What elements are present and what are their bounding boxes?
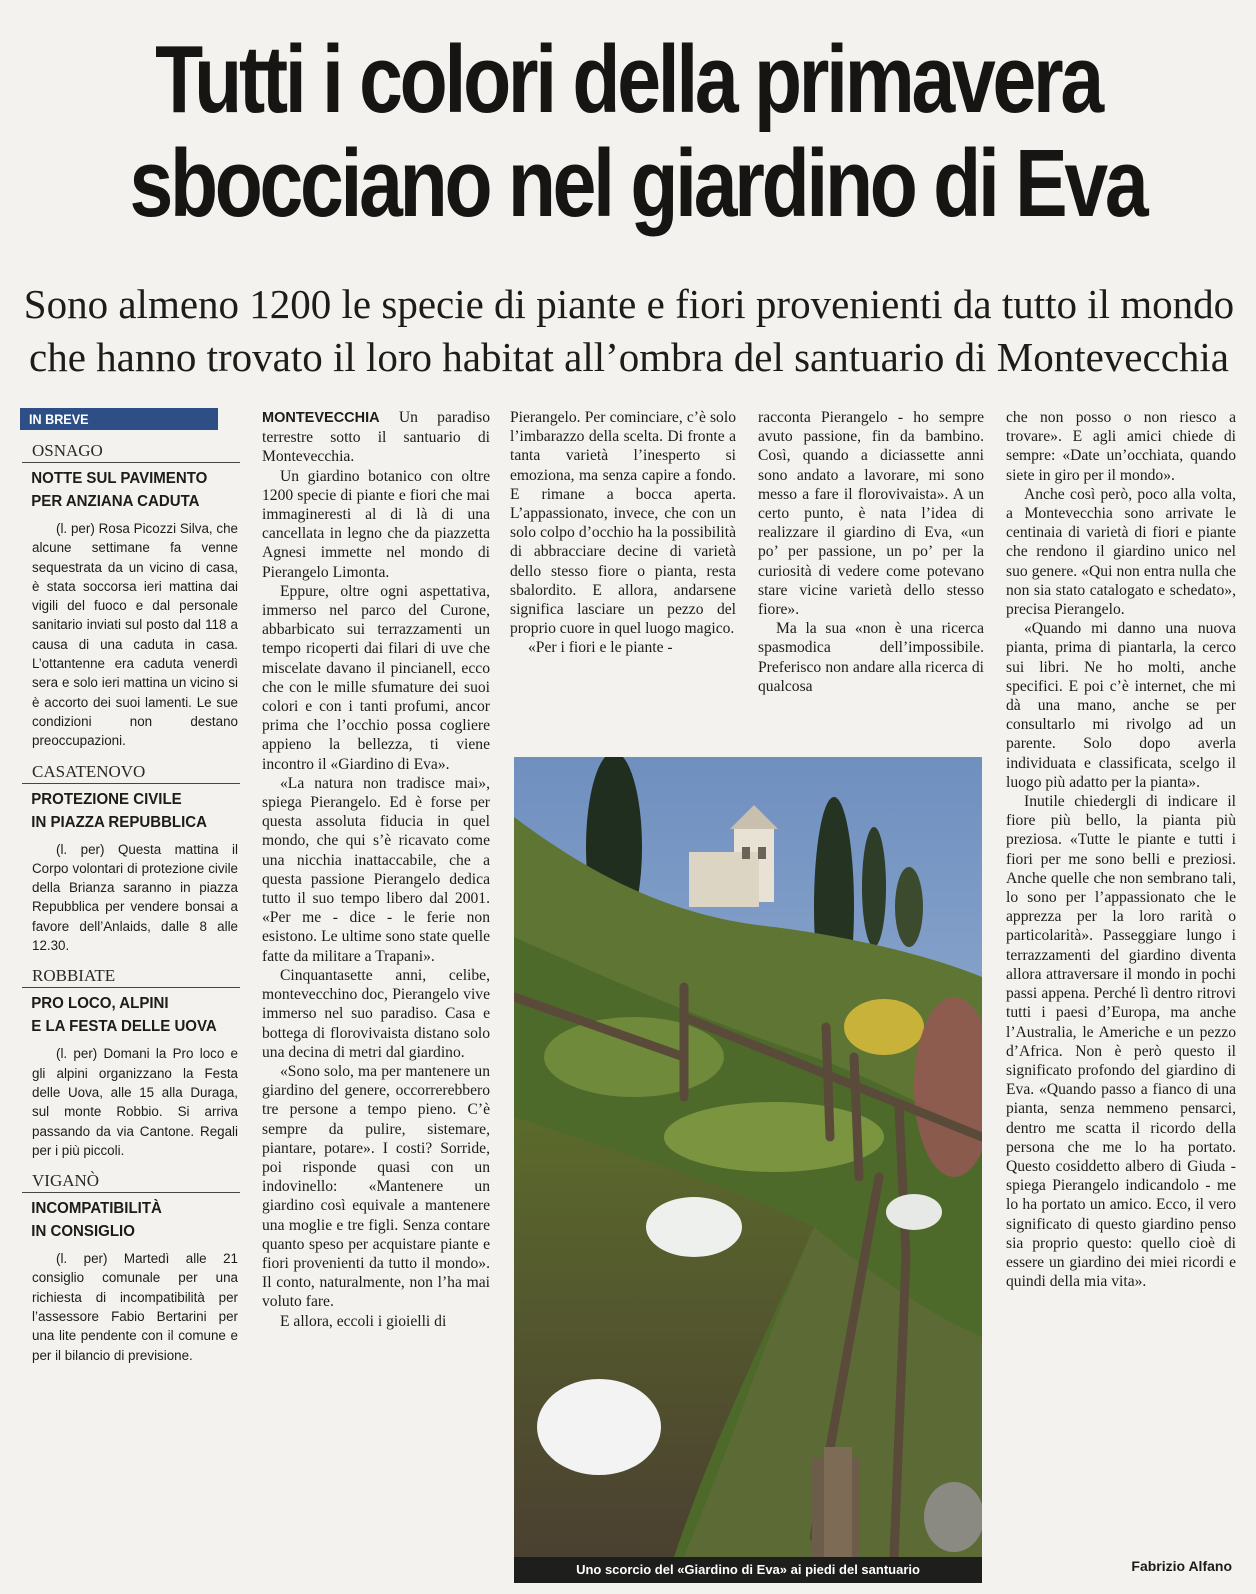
headline-line-2: sbocciano nel giardino di Eva [129, 130, 1146, 237]
brief-title-line: PROTEZIONE CIVILE [31, 790, 182, 808]
article-column-3 [758, 408, 984, 708]
brief-town: CASATENOVO [22, 761, 240, 784]
brief-title-line: PRO LOCO, ALPINI [31, 995, 169, 1013]
brief-body: (l. per) Questa mattina il Corpo volontari di protezione civile della Brianza saranno in piazza Repubblica per vendere bonsai a favore dell’Anlaids, dalle 8 alle 12.30. [32, 841, 238, 954]
article-paragraph: che non posso o non riesco a trovare». E agli amici chiede di sempre: «Date un’occhiata, quando siete in giro per il mondo». [1006, 409, 1236, 484]
article-paragraph [262, 408, 490, 467]
brief-body: (l. per) Martedì alle 21 consiglio comunale per una richiesta di incompatibilità per l’assessore Fabio Bertarini per una lite pendente con il comune e per il bilancio di previsione. [32, 1251, 238, 1363]
news-briefs-sidebar [20, 408, 240, 1578]
brief-title-line: PER ANZIANA CADUTA [31, 493, 200, 510]
brief-title [20, 1197, 227, 1243]
brief-title [20, 992, 227, 1038]
section-tag: IN BREVE [20, 408, 218, 430]
headline [129, 26, 1146, 237]
article-column-4 [1006, 408, 1236, 1558]
article-lead-text: Un paradiso terrestre sotto il santuario di Montevecchia. [262, 409, 490, 466]
brief-title-line: INCOMPATIBILITÀ [31, 1200, 162, 1218]
brief-title-line: IN PIAZZA REPUBBLICA [31, 813, 208, 831]
brief-title-line: IN CONSIGLIO [31, 1223, 135, 1241]
brief-title-line: NOTTE SUL PAVIMENTO [31, 470, 208, 487]
garden-photo [514, 757, 982, 1557]
article-paragraph: racconta Pierangelo - ho sempre avuto passione, fin da bambino. Così, quando a diciassette anni sono andato a lavorare, mi sono messo a fare il florovivaista». A un certo punto, è nata l’idea di realizzare il giardino di Eva, «un po’ per passione, un po’ per la curiosità di vedere come potevano stare vicine varietà dello stesso fiore». [758, 409, 984, 619]
brief-body: (l. per) Rosa Picozzi Silva, che alcune settimane fa venne sequestrata da un vicino di casa, è stata soccorsa ieri mattina dai vigili del fuoco e dal personale sanitario inviati sul posto dal 118 a causa di una caduta in casa. L’ottantenne era caduta venerdì sera e solo ieri mattina un vicino si è accorto dei suoi lamenti. Le sue condizioni non destano preoccupazioni. [32, 521, 238, 749]
brief-body: (l. per) Domani la Pro loco e gli alpini organizzano la Festa delle Uova, alle 15 alla Duraga, sul monte Robbio. Si arriva passando da via Cantone. Regali per i più piccoli. [32, 1046, 238, 1158]
article-paragraph: Ma la sua «non è una ricerca spasmodica dell’impossibile. Preferisco non andare alla ricerca di qualcosa [758, 620, 984, 695]
subheadline-line-2: che hanno trovato il loro habitat all’ombra del santuario di Montevecchia [29, 334, 1229, 380]
brief-item [20, 1170, 240, 1365]
article-column-2 [510, 408, 736, 708]
article-paragraph: «Per i fiori e le piante - [528, 639, 673, 657]
dateline: MONTEVECCHIA [262, 410, 380, 426]
brief-item [20, 440, 240, 751]
brief-town: ROBBIATE [22, 965, 240, 988]
article-paragraph: «Sono solo, ma per mantenere un giardino del genere, occorrerebbero tre persone a tempo pieno. C’è sempre da pulire, sistemare, piantare, potare». I costi? Sorride, poi risponde quasi con un indovinello: «Mantenere un giardino così equivale a mantenere una moglie e tre figli. Senza contare quanto speso per acquistare piante e fiori provenienti da tutto il mondo». Il conto, naturalmente, non l’ha mai voluto fare. [262, 1062, 490, 1311]
article-paragraph: Anche così però, poco alla volta, a Montevecchia sono arrivate le centinaia di varietà di fiori e piante che rendono il giardino unico nel suo genere. «Qui non entra nulla che non sia stato catalogato e schedato», precisa Pierangelo. [1006, 485, 1236, 619]
article-paragraph: Eppure, oltre ogni aspettativa, immerso nel parco del Curone, abbarbicato sui terrazzamenti un tempo ricoperti dai filari di uve che miscelate davano il pincianell, ecco che con le mille sfumature dei suoi colori e con i tanti profumi, ancor prima che l’occhio possa cogliere appieno la bellezza, ti viene incontro il «Giardino di Eva». [262, 582, 490, 773]
article-paragraph: Cinquantasette anni, celibe, montevecchino doc, Pierangelo vive immerso nel suo paradiso. Casa e bottega di florovivaista distano solo una decina di metri dal giardino. [262, 966, 490, 1061]
photo-caption: Uno scorcio del «Giardino di Eva» ai piedi del santuario [514, 1557, 982, 1583]
headline-line-1: Tutti i colori della primavera [155, 26, 1101, 133]
brief-title-line: E LA FESTA DELLE UOVA [31, 1018, 217, 1036]
brief-title [20, 788, 227, 834]
article-paragraph: Un giardino botanico con oltre 1200 specie di piante e fiori che mai immagineresti al di là di una cancellata in legno che da piazzetta Agnesi immette nel mondo di Pierangelo Limonta. [262, 467, 490, 581]
brief-item [20, 965, 240, 1160]
brief-title [20, 467, 227, 513]
article-paragraph: «Quando mi danno una nuova pianta, prima di piantarla, la cerco sui libri. Ne ho molti, anche specifici. E poi c’è internet, che mi dà una mano, anche se per consultarlo mi rivolgo ad un parente. Solo dopo averla individuata e classificata, scelgo il luogo più adatto per la pianta». [1006, 620, 1236, 791]
article-paragraph: E allora, eccoli i gioielli di [280, 1312, 447, 1330]
brief-item [20, 761, 240, 956]
garden-illustration [514, 757, 982, 1557]
brief-town: VIGANÒ [22, 1170, 240, 1193]
subheadline-line-1: Sono almeno 1200 le specie di piante e fiori provenienti da tutto il mondo [23, 281, 1235, 327]
article-column-1 [262, 408, 490, 1578]
byline: Fabrizio Alfano [1131, 1558, 1232, 1574]
article-paragraph: Pierangelo. Per cominciare, c’è solo l’imbarazzo della scelta. Di fronte a tanta varietà l’inesperto si emoziona, ma senza capire a fondo. E rimane a bocca aperta. L’appassionato, invece, che con un solo colpo d’occhio ha la possibilità di abbracciare decine di varietà dello stesso fiore o pianta, resta sbalordito. E allora, andarsene significa lasciare un pezzo del proprio cuore in quel luogo magico. [510, 409, 736, 638]
subheadline [18, 278, 1240, 384]
brief-town: OSNAGO [22, 440, 240, 463]
article-paragraph: Inutile chiedergli di indicare il fiore più bello, la pianta più preziosa. «Tutte le piante e tutti i fiori per me sono belli e preziosi. Anche quelle che non sembrano tali, lo sono per l’appassionato che le apprezza per la loro rarità o particolarità». Passeggiare lungo i terrazzamenti del giardino diventa allora attraversare il mondo in pochi passi appena. Perché lì dentro ritrovi tutti i paesi d’Europa, ma anche l’Australia, le Americhe e un pezzo d’Africa. Non è però questo il significato profondo del giardino di Eva. «Quando passo a fianco di una pianta, senza nemmeno pensarci, dentro me scatta il ricordo della persona che me lo ha portato. Questo cosiddetto albero di Giuda - spiega Pierangelo indicandolo - me lo ha portato un amico. Ecco, il vero significato di questo giardino penso sia proprio questo: quello cioè di essere un giardino dei miei ricordi e quindi della mia vita». [1006, 793, 1236, 1291]
article-paragraph: «La natura non tradisce mai», spiega Pierangelo. Ed è forse per questa assoluta fiducia in quel mondo, che qui s’è ricavato come una nicchia inattaccabile, che a questa passione Pierangelo dedica tutto il suo tempo libero dal 2001. «Per me - dice - le ferie non esistono. Le ultime sono state quelle fatte da militare a Trapani». [262, 774, 490, 965]
